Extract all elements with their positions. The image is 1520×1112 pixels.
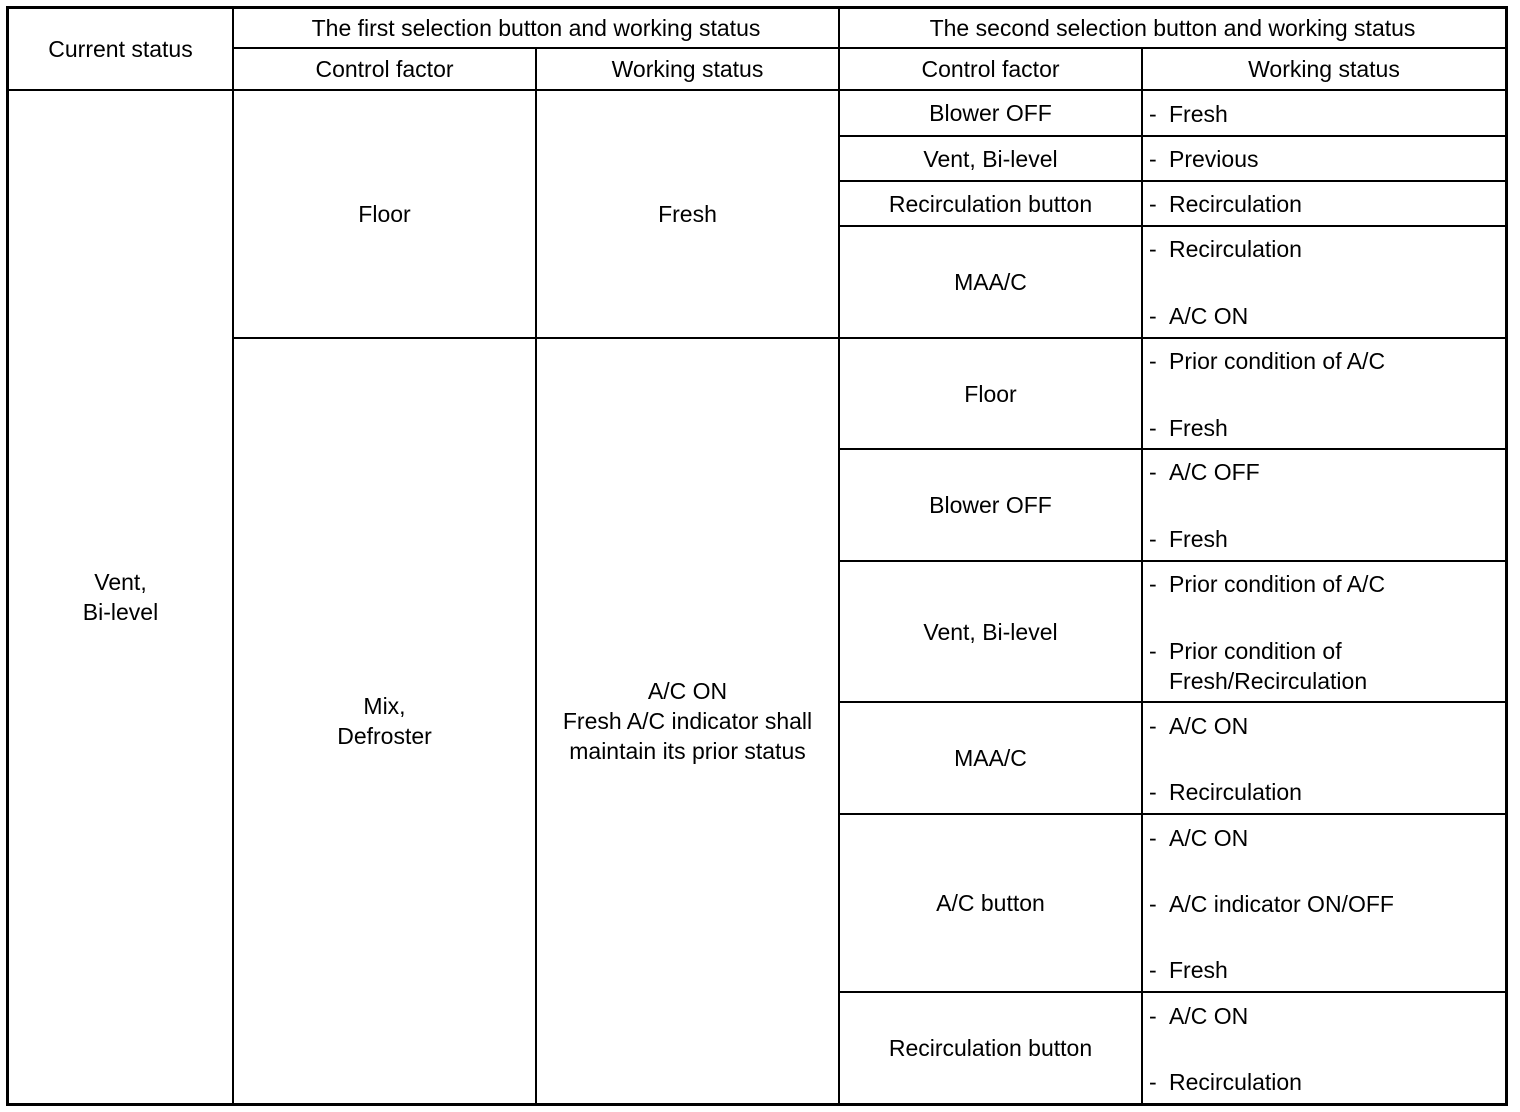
dash: - (1149, 415, 1157, 441)
second-control-factor-cell (840, 993, 1141, 1103)
cell-line: A/C ON (647, 678, 728, 704)
header-control-factor-1 (234, 49, 535, 89)
dash: - (1149, 303, 1157, 329)
dash: - (1149, 779, 1157, 805)
status-text: A/C indicator ON/OFF (1169, 891, 1394, 917)
header-working-status-1 (537, 49, 838, 89)
cell-line: Vent, Bi-level (923, 618, 1058, 645)
cell-line: maintain its prior status (569, 738, 806, 764)
status-text: Fresh (1169, 101, 1228, 127)
dash: - (1149, 825, 1157, 851)
header-current-status (9, 9, 232, 89)
second-control-factor-cell (840, 137, 1141, 180)
cell-line: Recirculation button (888, 1035, 1093, 1061)
dash: - (1149, 957, 1157, 983)
status-text: A/C ON (1169, 1003, 1249, 1029)
dash: - (1149, 526, 1157, 552)
status-text: A/C ON (1169, 303, 1249, 329)
second-control-factor-cell (840, 182, 1141, 225)
header-control-factor-2 (840, 49, 1141, 89)
header-text: Current status (48, 36, 193, 62)
dash: - (1149, 891, 1157, 917)
cell-line: A/C button (936, 890, 1045, 916)
dash: - (1149, 1069, 1157, 1095)
cell-line: Blower OFF (929, 100, 1052, 126)
second-control-factor-cell (840, 562, 1141, 701)
header-text: Working status (1248, 56, 1400, 82)
status-text: Prior condition of A/C (1169, 348, 1386, 374)
status-text: Prior condition of (1169, 638, 1342, 664)
status-text: Fresh (1169, 415, 1228, 441)
status-text: Recirculation (1169, 191, 1302, 217)
second-control-factor-cell (840, 703, 1141, 813)
first-control-factor-cell (234, 339, 535, 1103)
status-text: A/C ON (1169, 825, 1249, 851)
header-text: Working status (611, 56, 764, 82)
first-working-status-cell (537, 91, 838, 337)
status-text: Recirculation (1169, 779, 1302, 805)
cell-line: Mix, (363, 693, 406, 719)
first-working-status-cell (537, 339, 838, 1103)
second-control-factor-cell (840, 450, 1141, 560)
header-text: Control factor (921, 56, 1060, 82)
cell-line: MAA/C (954, 269, 1027, 295)
first-control-factor-cell (234, 91, 535, 337)
cell-line: Recirculation button (888, 190, 1093, 217)
dash: - (1149, 459, 1157, 485)
cell-line: Bi-level (82, 599, 159, 625)
status-text: Fresh (1169, 526, 1228, 552)
second-control-factor-cell (840, 91, 1141, 135)
dash: - (1149, 191, 1157, 217)
dash: - (1149, 1003, 1157, 1029)
status-text: Previous (1169, 146, 1259, 172)
cell-line: Floor (964, 380, 1017, 407)
rule (1141, 48, 1143, 1103)
status-text: Fresh (1169, 957, 1228, 983)
dash: - (1149, 638, 1157, 664)
cell-line: Floor (358, 201, 411, 227)
status-text: A/C ON (1169, 713, 1249, 739)
header-first-group (234, 9, 838, 47)
status-text: Recirculation (1169, 1069, 1302, 1095)
current-status-cell (9, 91, 232, 1103)
cell-line: Fresh (658, 201, 717, 227)
header-text: The second selection button and working status (929, 15, 1416, 41)
cell-line: Fresh A/C indicator shall (562, 708, 813, 734)
dash: - (1149, 713, 1157, 739)
dash: - (1149, 571, 1157, 597)
dash: - (1149, 101, 1157, 127)
status-text: A/C OFF (1169, 459, 1260, 485)
status-text: Prior condition of A/C (1169, 571, 1386, 597)
header-text: Control factor (315, 56, 454, 82)
dash: - (1149, 348, 1157, 374)
cell-line: Vent, Bi-level (923, 145, 1058, 172)
cell-line: MAA/C (954, 745, 1027, 771)
cell-line: Blower OFF (929, 492, 1052, 518)
cell-line: Vent, (94, 569, 147, 595)
dash: - (1149, 146, 1157, 172)
header-second-group (840, 9, 1505, 47)
header-text: The first selection button and working status (311, 15, 761, 41)
status-text: Recirculation (1169, 236, 1302, 262)
header-working-status-2 (1143, 49, 1505, 89)
second-control-factor-cell (840, 815, 1141, 991)
cell-line: Defroster (337, 723, 432, 749)
status-text: Fresh/Recirculation (1169, 668, 1368, 694)
second-control-factor-cell (840, 227, 1141, 337)
second-control-factor-cell (840, 339, 1141, 448)
dash: - (1149, 236, 1157, 262)
